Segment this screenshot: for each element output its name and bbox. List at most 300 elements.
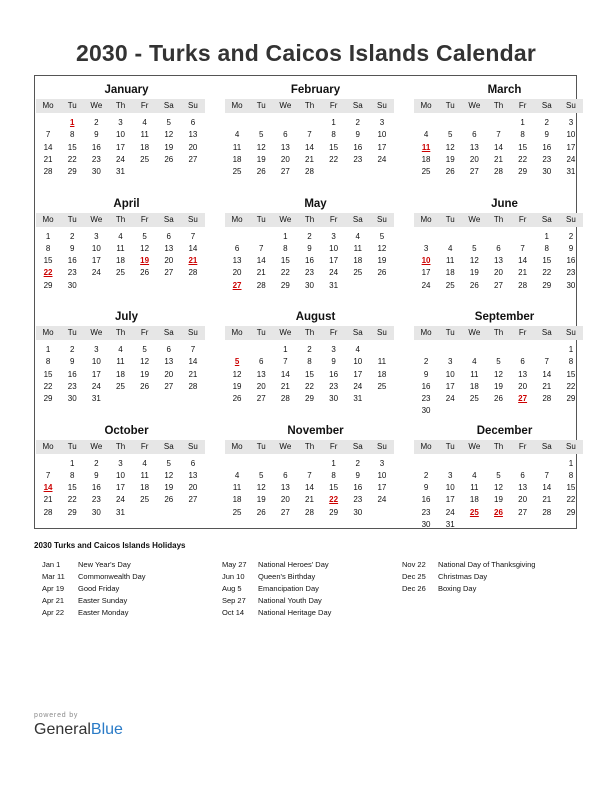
day-cell: 17 — [566, 142, 576, 152]
day-cell: 19 — [377, 256, 387, 266]
day-cell: 9 — [423, 369, 429, 379]
weekday-header — [225, 440, 394, 454]
day-cell: 25 — [140, 154, 150, 164]
week-row — [225, 154, 394, 166]
empty-cell — [486, 231, 510, 243]
day-cell: 8 — [568, 470, 574, 480]
empty-cell — [511, 405, 535, 417]
day-cell: 11 — [116, 243, 125, 253]
day-cell: 10 — [377, 470, 387, 480]
day-cell: 28 — [518, 280, 528, 290]
day-cell: 21 — [280, 381, 290, 391]
weekday-header — [36, 99, 205, 113]
holiday-day-cell: 22 — [329, 495, 339, 505]
weekday-label: Mo — [420, 441, 432, 451]
weekday-label: Fr — [140, 214, 149, 224]
week-row — [36, 243, 205, 255]
empty-cell — [414, 117, 438, 129]
day-cell: 26 — [445, 167, 455, 177]
holiday-date: Mar 11 — [42, 572, 65, 581]
day-cell: 13 — [164, 243, 174, 253]
day-cell: 16 — [421, 381, 431, 391]
weekday-label: Th — [493, 328, 504, 337]
weekday-label: Th — [493, 441, 504, 451]
week-row — [36, 280, 205, 292]
day-cell: 2 — [307, 231, 312, 241]
day-cell: 24 — [445, 394, 455, 404]
weekday-label: Fr — [329, 214, 338, 224]
weekday-label: Mo — [420, 328, 432, 337]
weekday-header — [36, 440, 205, 454]
month-april — [36, 197, 205, 311]
day-cell: 27 — [280, 507, 290, 517]
day-cell: 3 — [447, 470, 453, 480]
day-cell: 22 — [566, 381, 576, 391]
day-cell: 25 — [116, 381, 125, 391]
empty-cell — [438, 405, 462, 417]
empty-cell — [535, 519, 559, 531]
day-cell: 21 — [494, 154, 503, 164]
day-cell: 25 — [469, 394, 479, 404]
holiday-item — [402, 583, 582, 595]
weekday-label: Tu — [445, 101, 455, 110]
week-row — [225, 166, 394, 178]
day-cell: 7 — [258, 243, 264, 253]
empty-cell — [249, 117, 273, 129]
empty-cell — [559, 519, 583, 531]
day-cell: 19 — [164, 142, 174, 152]
day-cell: 9 — [355, 470, 360, 480]
empty-cell — [462, 458, 486, 470]
day-cell: 24 — [377, 154, 387, 164]
day-cell: 2 — [69, 231, 75, 241]
empty-cell — [414, 458, 438, 470]
empty-cell — [414, 231, 438, 243]
day-cell: 9 — [423, 483, 429, 493]
day-cell: 1 — [544, 231, 549, 241]
day-cell: 12 — [140, 243, 150, 253]
day-cell: 8 — [520, 130, 525, 140]
day-cell: 31 — [116, 167, 125, 177]
day-cell: 15 — [305, 369, 314, 379]
day-cell: 28 — [188, 381, 198, 391]
holiday-name: Emancipation Day — [258, 584, 319, 593]
weekday-label: Su — [377, 328, 387, 337]
holiday-item — [402, 559, 582, 571]
day-cell: 25 — [353, 268, 363, 278]
day-cell: 4 — [423, 130, 429, 140]
holiday-name: Queen's Birthday — [258, 572, 316, 581]
empty-cell — [511, 231, 535, 243]
page-title: 2030 - Turks and Caicos Islands Calendar — [75, 40, 537, 66]
week-row — [225, 267, 394, 279]
week-row — [225, 393, 394, 405]
week-row — [225, 494, 394, 506]
day-cell: 8 — [283, 243, 288, 253]
day-cell: 13 — [518, 369, 528, 379]
holiday-item — [42, 571, 222, 583]
day-cell: 17 — [116, 483, 125, 493]
month-name: April — [113, 197, 140, 210]
day-cell: 5 — [258, 130, 264, 140]
week-row — [36, 154, 205, 166]
day-cell: 3 — [118, 458, 123, 468]
empty-cell — [181, 393, 205, 405]
holiday-item — [42, 595, 222, 607]
day-cell: 15 — [43, 369, 53, 379]
day-cell: 9 — [544, 130, 549, 140]
weekday-label: Fr — [140, 441, 149, 451]
day-cell: 5 — [142, 345, 147, 354]
day-cell: 13 — [188, 470, 198, 480]
week-row — [414, 280, 583, 292]
week-row — [36, 129, 205, 141]
day-cell: 18 — [140, 483, 150, 493]
day-cell: 30 — [305, 280, 314, 290]
week-row — [414, 458, 583, 470]
holiday-day-cell: 26 — [494, 507, 503, 517]
weekday-label: We — [90, 328, 103, 337]
week-row — [414, 470, 583, 482]
day-cell: 27 — [164, 381, 174, 391]
day-cell: 14 — [256, 256, 266, 266]
day-cell: 16 — [353, 142, 363, 152]
empty-cell — [511, 519, 535, 531]
weekday-label: Mo — [42, 101, 54, 110]
holiday-name: Easter Monday — [78, 608, 129, 617]
day-cell: 6 — [190, 458, 196, 468]
day-cell: 3 — [94, 345, 99, 354]
weekday-label: Mo — [42, 214, 54, 224]
empty-cell — [157, 393, 181, 405]
day-cell: 22 — [43, 381, 53, 391]
empty-cell — [559, 405, 583, 417]
day-cell: 14 — [518, 256, 528, 266]
week-row — [414, 117, 583, 129]
day-cell: 22 — [67, 154, 77, 164]
day-cell: 12 — [494, 483, 503, 493]
day-cell: 13 — [280, 483, 290, 493]
weekday-label: Sa — [541, 214, 552, 224]
weekday-label: We — [279, 214, 292, 224]
day-cell: 19 — [445, 154, 455, 164]
day-cell: 17 — [421, 268, 431, 278]
day-cell: 1 — [331, 458, 336, 468]
weekday-label: Su — [566, 441, 576, 451]
day-cell: 7 — [520, 243, 525, 253]
day-cell: 1 — [283, 345, 288, 354]
empty-cell — [486, 458, 510, 470]
day-cell: 11 — [470, 483, 479, 493]
day-cell: 23 — [566, 268, 576, 278]
weekday-label: Tu — [67, 214, 77, 224]
week-row — [414, 393, 583, 405]
day-cell: 6 — [190, 118, 196, 127]
week-row — [414, 405, 583, 417]
month-september — [414, 310, 583, 424]
week-row — [36, 507, 205, 519]
holidays-list — [42, 559, 582, 619]
weekday-label: Sa — [163, 441, 174, 451]
week-row — [225, 231, 394, 243]
holiday-day-cell: 11 — [421, 142, 431, 152]
day-cell: 22 — [67, 495, 77, 505]
day-cell: 12 — [164, 130, 174, 140]
empty-cell — [486, 405, 510, 417]
day-cell: 27 — [164, 268, 174, 278]
day-cell: 10 — [116, 470, 125, 480]
months-grid — [34, 83, 577, 537]
day-cell: 15 — [566, 483, 576, 493]
day-cell: 27 — [188, 495, 198, 505]
empty-cell — [438, 344, 462, 356]
week-row — [414, 142, 583, 154]
day-cell: 17 — [445, 495, 455, 505]
day-cell: 9 — [331, 357, 336, 367]
day-cell: 21 — [542, 381, 552, 391]
day-cell: 13 — [280, 142, 290, 152]
empty-cell — [108, 280, 132, 292]
weekday-label: We — [90, 214, 103, 224]
holiday-date: Apr 21 — [42, 596, 65, 605]
day-cell: 14 — [43, 142, 53, 152]
day-cell: 28 — [188, 268, 198, 278]
day-cell: 29 — [542, 280, 552, 290]
week-row — [36, 381, 205, 393]
weekday-label: Tu — [445, 214, 455, 224]
day-cell: 18 — [353, 256, 363, 266]
day-cell: 30 — [542, 167, 552, 177]
day-cell: 21 — [43, 495, 53, 505]
day-cell: 3 — [447, 357, 453, 367]
holiday-item — [42, 559, 222, 571]
day-cell: 2 — [307, 345, 312, 354]
week-row — [225, 129, 394, 141]
week-row — [36, 344, 205, 356]
day-cell: 23 — [353, 154, 363, 164]
empty-cell — [511, 458, 535, 470]
day-cell: 5 — [379, 231, 385, 241]
day-cell: 20 — [232, 268, 242, 278]
day-cell: 24 — [566, 154, 576, 164]
day-cell: 17 — [377, 483, 387, 493]
day-cell: 4 — [472, 357, 477, 367]
day-cell: 7 — [544, 357, 549, 367]
day-cell: 3 — [331, 345, 336, 354]
empty-cell — [249, 458, 273, 470]
brand-general: General — [34, 721, 91, 738]
day-cell: 30 — [67, 394, 77, 404]
day-cell: 19 — [140, 369, 150, 379]
holiday-column — [42, 559, 222, 619]
day-cell: 20 — [518, 495, 528, 505]
weekday-label: Th — [304, 328, 315, 337]
day-cell: 1 — [331, 118, 336, 127]
day-cell: 20 — [494, 268, 503, 278]
empty-cell — [370, 280, 394, 292]
day-cell: 23 — [353, 495, 363, 505]
day-cell: 20 — [256, 381, 266, 391]
day-cell: 30 — [67, 280, 77, 290]
day-cell: 14 — [188, 357, 198, 367]
week-row — [414, 255, 583, 267]
weekday-header — [225, 99, 394, 113]
day-cell: 17 — [91, 256, 101, 266]
month-june — [414, 197, 583, 311]
day-cell: 11 — [232, 483, 242, 493]
holiday-item — [222, 595, 402, 607]
month-name: May — [304, 197, 327, 210]
day-cell: 14 — [542, 369, 552, 379]
day-cell: 12 — [494, 369, 503, 379]
holiday-name: Good Friday — [78, 584, 120, 593]
empty-cell — [370, 507, 394, 519]
weekday-label: Fr — [518, 328, 527, 337]
empty-cell — [486, 519, 510, 531]
holiday-day-cell: 27 — [518, 394, 528, 404]
day-cell: 23 — [91, 154, 101, 164]
week-row — [414, 267, 583, 279]
brand-logo[interactable] — [34, 721, 123, 739]
day-cell: 1 — [568, 458, 574, 468]
holiday-date: Sep 27 — [222, 596, 246, 605]
day-cell: 12 — [377, 243, 387, 253]
weekday-header — [36, 213, 205, 227]
day-cell: 10 — [91, 357, 101, 367]
weekday-label: Mo — [231, 328, 243, 337]
day-cell: 15 — [43, 256, 53, 266]
day-cell: 26 — [469, 280, 479, 290]
weekday-label: Sa — [352, 101, 363, 110]
day-cell: 17 — [91, 369, 101, 379]
day-cell: 8 — [45, 243, 51, 253]
day-cell: 10 — [353, 357, 363, 367]
week-row — [414, 231, 583, 243]
empty-cell — [462, 231, 486, 243]
empty-cell — [370, 393, 394, 405]
holiday-name: Christmas Day — [438, 572, 488, 581]
weekday-label: We — [468, 214, 481, 224]
day-cell: 15 — [542, 256, 552, 266]
month-may — [225, 197, 394, 311]
day-cell: 13 — [256, 369, 266, 379]
day-cell: 26 — [256, 167, 266, 177]
weekday-label: Fr — [329, 328, 338, 337]
holiday-item — [222, 607, 402, 619]
week-row — [225, 482, 394, 494]
month-october — [36, 424, 205, 538]
week-row — [414, 507, 583, 519]
weekday-label: Sa — [352, 214, 363, 224]
holiday-column — [402, 559, 582, 619]
day-cell: 15 — [329, 483, 339, 493]
weekday-label: Th — [304, 441, 315, 451]
holiday-date: Nov 22 — [402, 560, 426, 569]
weekday-label: Mo — [231, 214, 243, 224]
day-cell: 16 — [566, 256, 576, 266]
day-cell: 14 — [305, 483, 314, 493]
day-cell: 21 — [305, 495, 314, 505]
month-august — [225, 310, 394, 424]
empty-cell — [535, 405, 559, 417]
day-cell: 12 — [469, 256, 479, 266]
weekday-label: We — [279, 328, 292, 337]
day-cell: 9 — [69, 243, 75, 253]
day-cell: 26 — [256, 507, 266, 517]
day-cell: 8 — [568, 357, 574, 367]
day-cell: 2 — [94, 118, 99, 127]
weekday-label: Sa — [163, 328, 174, 337]
day-cell: 11 — [353, 243, 362, 253]
day-cell: 11 — [116, 357, 125, 367]
weekday-label: Th — [304, 214, 315, 224]
day-cell: 21 — [542, 495, 552, 505]
weekday-label: Mo — [420, 101, 432, 110]
day-cell: 16 — [329, 369, 339, 379]
day-cell: 20 — [164, 256, 174, 266]
day-cell: 17 — [445, 381, 455, 391]
week-row — [414, 519, 583, 531]
day-cell: 18 — [140, 142, 150, 152]
empty-cell — [133, 393, 157, 405]
day-cell: 19 — [469, 268, 479, 278]
month-name: March — [487, 84, 522, 96]
day-cell: 20 — [280, 154, 290, 164]
day-cell: 9 — [94, 130, 99, 140]
day-cell: 26 — [494, 394, 503, 404]
day-cell: 1 — [45, 345, 51, 354]
week-row — [414, 154, 583, 166]
day-cell: 24 — [421, 280, 431, 290]
weekday-label: Th — [115, 328, 126, 337]
week-row — [225, 458, 394, 470]
day-cell: 14 — [188, 243, 198, 253]
month-name: July — [114, 311, 138, 323]
weekday-label: Su — [566, 214, 576, 224]
day-cell: 26 — [164, 495, 174, 505]
day-cell: 5 — [166, 118, 171, 127]
week-row — [225, 344, 394, 356]
holidays-title: 2030 Turks and Caicos Islands Holidays — [34, 541, 186, 550]
empty-cell — [157, 507, 181, 519]
day-cell: 30 — [91, 167, 101, 177]
weekday-header — [225, 326, 394, 340]
month-name: October — [104, 424, 149, 437]
week-row — [36, 470, 205, 482]
week-row — [414, 129, 583, 141]
day-cell: 7 — [190, 345, 196, 354]
holiday-date: Dec 25 — [402, 572, 426, 581]
day-cell: 27 — [518, 507, 528, 517]
day-cell: 24 — [116, 495, 125, 505]
weekday-label: Su — [377, 214, 387, 224]
weekday-label: Tu — [445, 328, 455, 337]
day-cell: 1 — [568, 345, 574, 354]
weekday-label: We — [279, 441, 292, 451]
week-row — [225, 255, 394, 267]
weekday-header — [414, 99, 583, 113]
empty-cell — [346, 280, 370, 292]
week-row — [36, 482, 205, 494]
holiday-item — [42, 607, 222, 619]
day-cell: 26 — [232, 394, 242, 404]
day-cell: 2 — [355, 118, 360, 127]
day-cell: 25 — [377, 381, 387, 391]
day-cell: 9 — [307, 243, 312, 253]
day-cell: 11 — [446, 256, 455, 266]
day-cell: 29 — [67, 507, 77, 517]
day-cell: 10 — [445, 483, 455, 493]
